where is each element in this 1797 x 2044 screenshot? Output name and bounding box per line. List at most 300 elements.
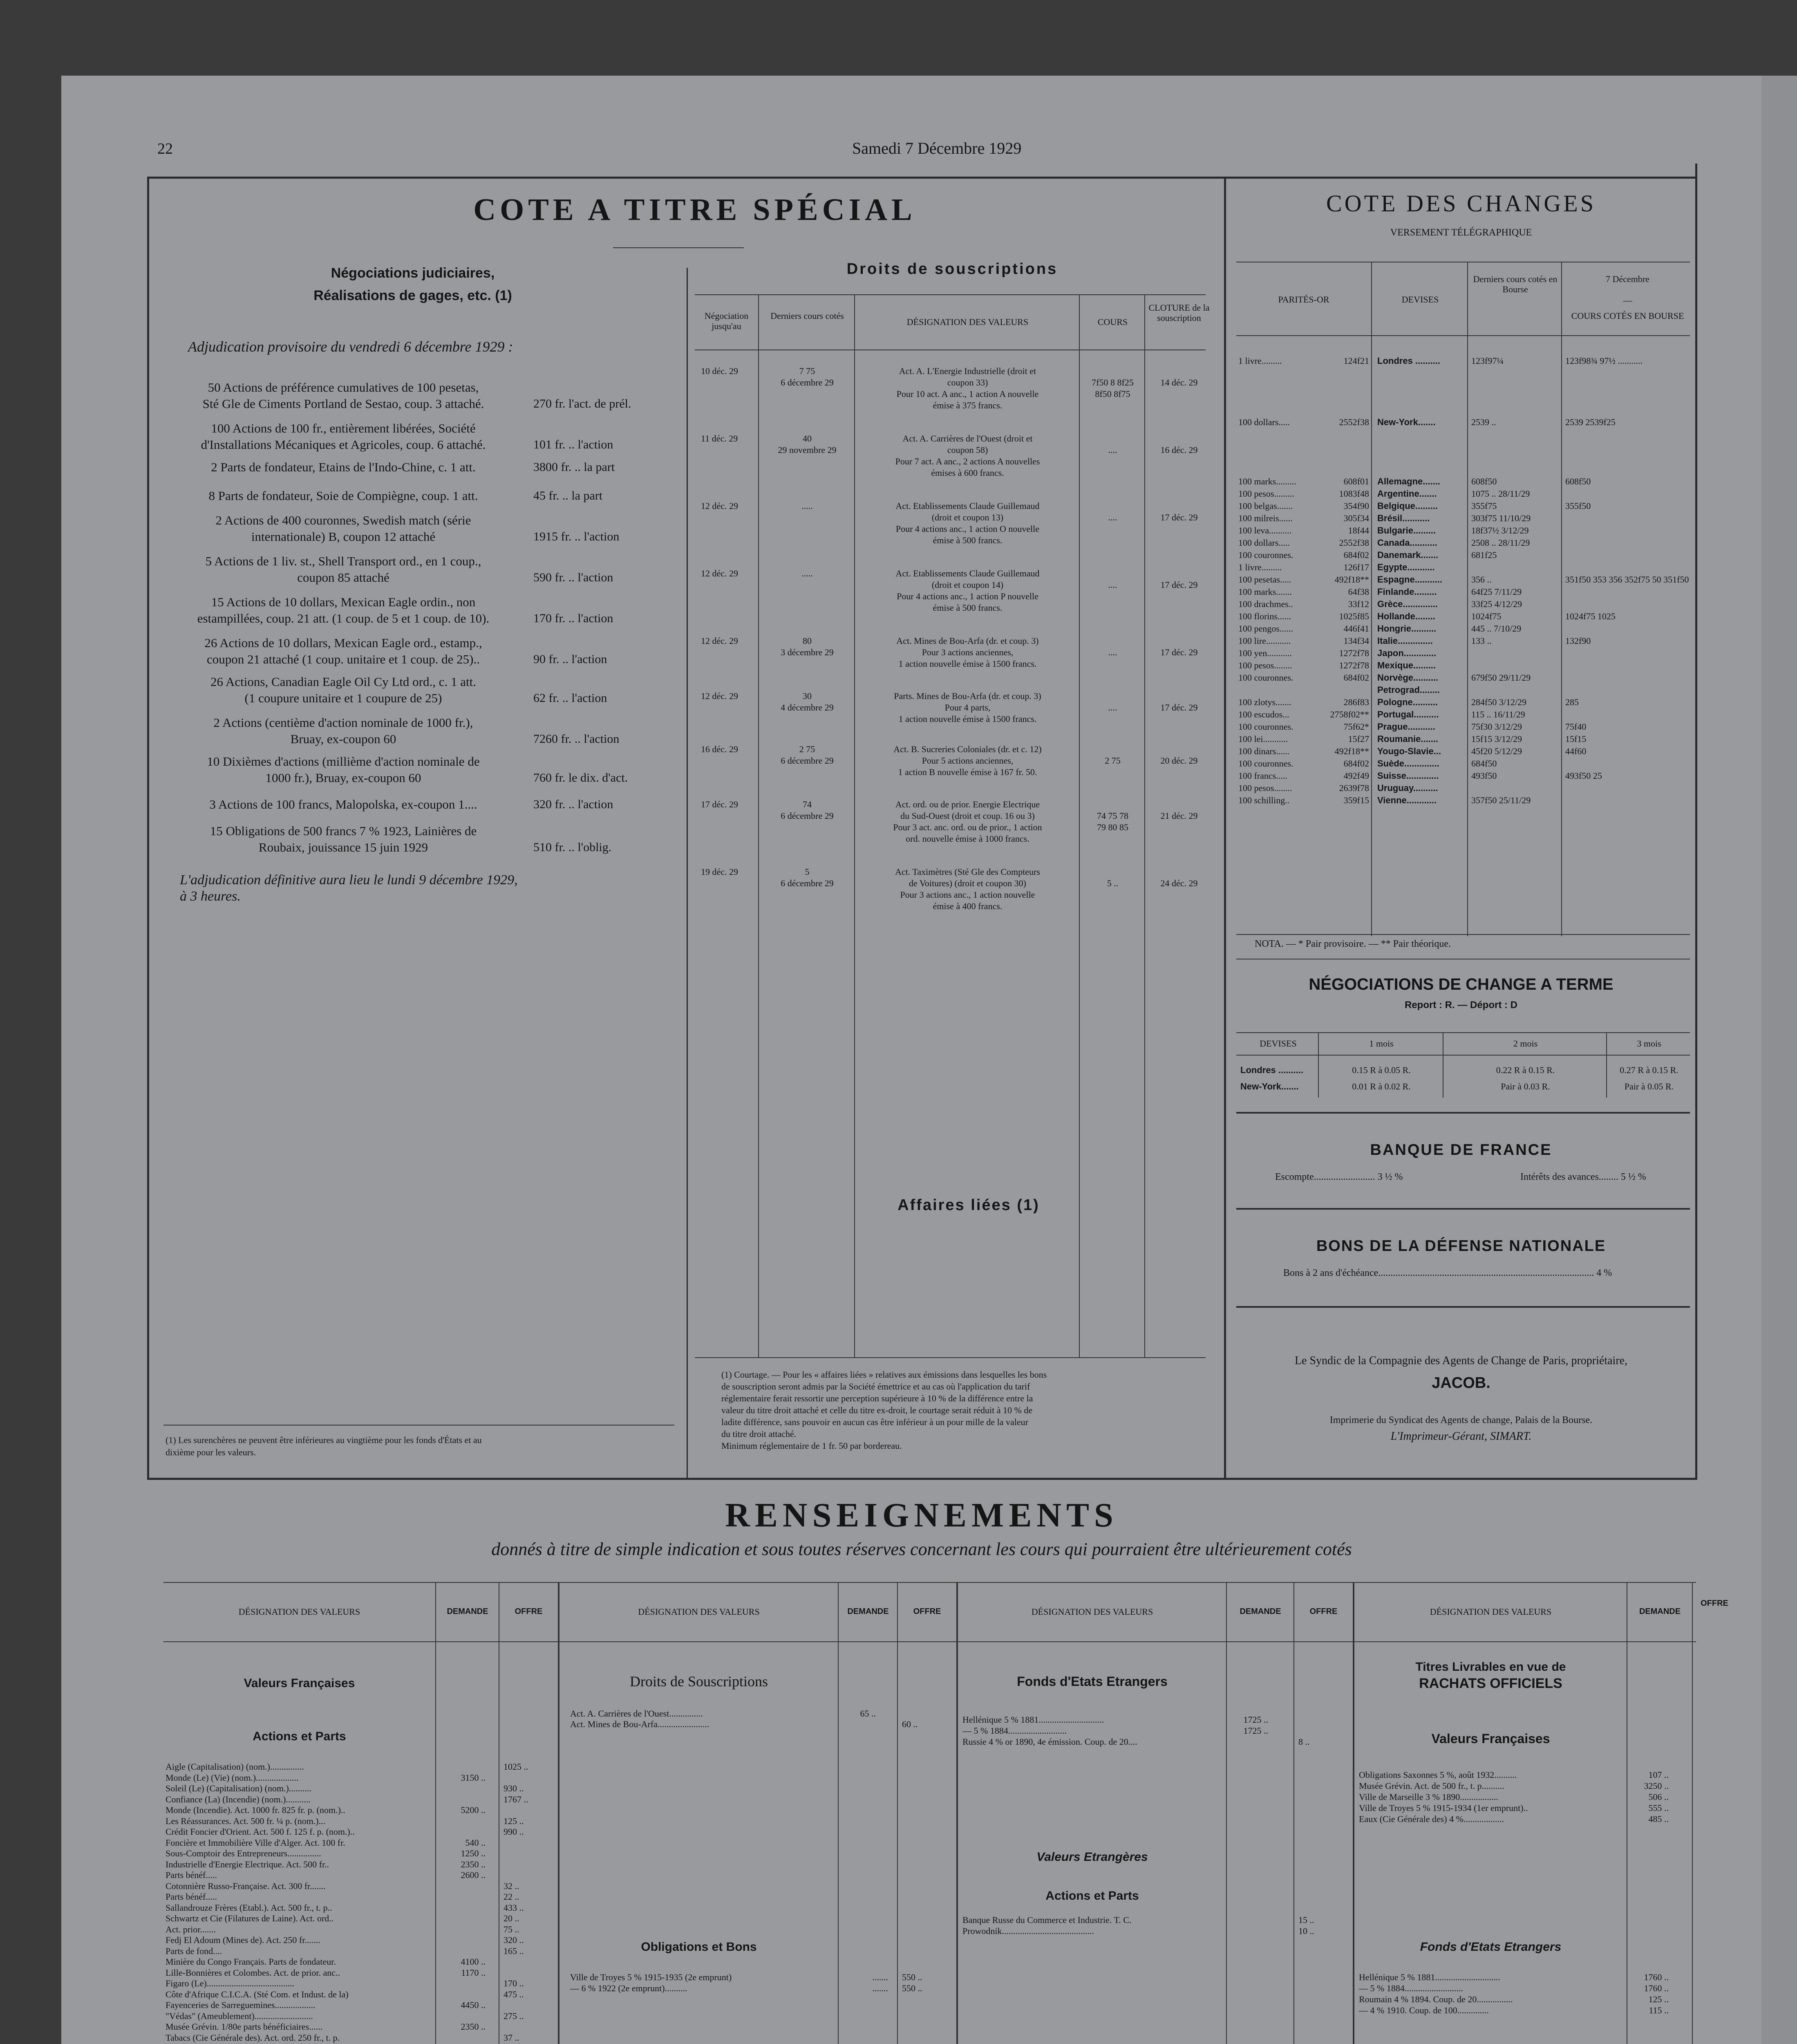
change-parite-value: 684f02 — [1343, 672, 1369, 683]
rens-row-offre: 125 .. — [504, 1815, 524, 1826]
change-devise: Suisse............. — [1377, 771, 1439, 781]
change-last: 75f30 3/12/29 — [1471, 722, 1522, 732]
change-devise: Portugal.......... — [1377, 709, 1439, 719]
next-page-edge — [1761, 76, 1797, 2044]
change-devise: Londres .......... — [1377, 356, 1441, 366]
lot-line-1: 26 Actions de 10 dollars, Mexican Eagle ord., estamp., — [204, 636, 482, 650]
bons-line: Bons à 2 ans d'échéance........................................................................................ 4 % — [1283, 1268, 1612, 1278]
droit-date: 19 déc. 29 — [701, 867, 738, 877]
c1-h2: Actions et Parts — [253, 1730, 346, 1743]
rens-row-demande: 1725 .. — [1243, 1726, 1268, 1736]
droit-cours: 2 75 — [1105, 755, 1121, 766]
change-devise: Pologne.......... — [1377, 697, 1438, 707]
change-parite-value: 1272f78 — [1339, 660, 1369, 670]
change-parite: 100 lei........... — [1238, 734, 1288, 744]
droit-date: 12 déc. 29 — [701, 568, 738, 578]
rens-row-offre: 320 .. — [504, 1935, 524, 1945]
page-number: 22 — [157, 140, 173, 157]
droit-designation: Pour 3 actions anciennes, — [922, 647, 1014, 657]
c3-h1: Fonds d'Etats Etrangers — [1017, 1674, 1168, 1689]
rens-row-offre: 165 .. — [504, 1945, 524, 1956]
change-last: 357f50 25/11/29 — [1471, 795, 1531, 805]
rens-row-demande: 2350 .. — [461, 2022, 486, 2032]
change-devise: Grèce.............. — [1377, 599, 1438, 609]
droit-cours: .... — [1108, 512, 1117, 522]
change-devise: Belgique......... — [1377, 501, 1438, 511]
rens-row-demande: 4450 .. — [461, 2000, 486, 2010]
change-today: 123f98¾ 97½ ........... — [1565, 356, 1643, 366]
c4-h3: Fonds d'Etats Etrangers — [1420, 1940, 1562, 1954]
terme-head-top — [1236, 1032, 1690, 1033]
droit-designation: Act. Mines de Bou-Arfa (dr. et coup. 3) — [896, 636, 1039, 646]
droit-designation: Pour 4 actions anc., 1 action P nouvelle — [897, 591, 1038, 601]
droit-cloture: 17 déc. 29 — [1160, 647, 1198, 657]
change-parite-value: 359f15 — [1343, 795, 1369, 805]
rens-col-head-demande: DEMANDE — [1639, 1607, 1681, 1616]
droit-cloture: 24 déc. 29 — [1160, 878, 1198, 888]
rens-row-name: Figaro (Le)....................................... — [166, 1979, 295, 1988]
top-rule — [147, 177, 1696, 179]
changes-head-date: 7 Décembre — [1606, 274, 1649, 284]
rens-row-offre: 22 .. — [504, 1892, 519, 1902]
droit-cours: 74 75 78 — [1097, 811, 1128, 821]
change-today: 285 — [1565, 697, 1579, 707]
change-today: 1024f75 1025 — [1565, 611, 1616, 621]
droit-designation: de Voitures) (droit et coupon 30) — [909, 878, 1026, 888]
droit-cloture: 20 déc. 29 — [1160, 755, 1198, 766]
droits-head-neg: Négociation jusqu'au — [704, 311, 749, 331]
change-devise: Finlande......... — [1377, 587, 1437, 597]
change-devise: Allemagne....... — [1377, 476, 1441, 486]
change-last: 64f25 7/11/29 — [1471, 587, 1522, 597]
droit-designation: émises à 600 francs. — [931, 468, 1004, 478]
neg-heading-1: Négociations judiciaires, — [331, 265, 495, 281]
droit-designation: Pour 3 act. anc. ord. ou de prior., 1 action — [893, 822, 1042, 832]
droit-designation: Pour 4 actions anc., 1 action O nouvelle — [895, 524, 1040, 534]
droit-date: 12 déc. 29 — [701, 501, 738, 511]
changes-title: COTE DES CHANGES — [1326, 190, 1596, 217]
rens-row-demande: 115 .. — [1649, 2005, 1669, 2015]
courtage-line: du titre droit attaché. — [721, 1429, 797, 1439]
change-last: 684f50 — [1471, 758, 1497, 769]
change-parite-value: 286f83 — [1343, 697, 1369, 707]
rens-col-head-designation: DÉSIGNATION DES VALEURS — [1430, 1607, 1552, 1617]
droit-designation: émise à 500 francs. — [933, 535, 1003, 545]
droits-divider — [687, 268, 688, 1478]
droit-cours: .... — [1108, 445, 1117, 455]
change-devise: Vienne............ — [1377, 795, 1437, 805]
change-last: 115 .. 16/11/29 — [1471, 709, 1525, 719]
banque-bottom-rule — [1236, 1208, 1690, 1210]
lot-price: 90 fr. .. l'action — [533, 652, 607, 666]
rens-row-demande: 3250 .. — [1644, 1781, 1669, 1791]
droit-last-cours: ..... — [801, 501, 813, 511]
change-parite: 100 pesos........ — [1238, 660, 1292, 670]
rens-row-name: Musée Grévin. Act. de 500 fr., t. p.......... — [1359, 1781, 1504, 1791]
rens-row-demande: 4100 .. — [461, 1957, 486, 1967]
syndic-name: JACOB. — [1432, 1374, 1490, 1392]
droit-last-cours: 40 — [803, 433, 812, 444]
left-frame — [147, 177, 149, 1479]
bons-bottom-rule — [1236, 1306, 1690, 1308]
change-parite: 100 belgas....... — [1238, 501, 1293, 511]
rens-col-head-designation: DÉSIGNATION DES VALEURS — [1031, 1607, 1153, 1617]
rens-row-demande: 1760 .. — [1644, 1972, 1669, 1982]
rens-row-name: — 4 % 1910. Coup. de 100.............. — [1359, 2006, 1489, 2015]
change-today: 351f50 353 356 352f75 50 351f50 — [1565, 574, 1689, 585]
droit-designation: Act. Taximètres (Sté Gle des Compteurs — [895, 867, 1040, 877]
terme-header: 2 mois — [1513, 1038, 1538, 1049]
rens-row-demande: 555 .. — [1648, 1803, 1669, 1813]
lot-line-1: 10 Dixièmes d'actions (millième d'action nominale de — [207, 754, 480, 769]
lot-line-1: 3 Actions de 100 francs, Malopolska, ex-coupon 1.... — [209, 797, 477, 811]
section-rule — [147, 1478, 1696, 1480]
lot-price: 170 fr. .. l'action — [533, 612, 613, 625]
droit-designation: Act. Etablissements Claude Guillemaud — [895, 501, 1040, 511]
rens-row-name: Roumain 4 % 1894. Coup. de 20................ — [1359, 1995, 1513, 2004]
changes-sep-3 — [1561, 262, 1562, 936]
droit-cloture: 17 déc. 29 — [1160, 512, 1198, 522]
change-parite-value: 492f18** — [1334, 574, 1369, 585]
footnote-line-2: dixième pour les valeurs. — [166, 1447, 256, 1457]
rens-row-name: Aigle (Capitalisation) (nom.)............... — [166, 1762, 304, 1772]
rens-row-name: Côte d'Afrique C.I.C.A. (Sté Com. et Indust. de la) — [166, 1989, 349, 1999]
rens-row-offre: 10 .. — [1298, 1926, 1314, 1936]
change-parite-value: 608f01 — [1343, 476, 1369, 486]
droit-designation: émise à 500 francs. — [933, 603, 1003, 613]
droit-last-cours: 3 décembre 29 — [781, 647, 834, 657]
rens-row-demande: ....... — [872, 1972, 888, 1982]
footnote-line-1: (1) Les surenchères ne peuvent être inférieures au vingtième pour les fonds d'États et au — [166, 1435, 482, 1445]
rens-row-name: — 5 % 1884.......................... — [962, 1726, 1067, 1736]
c3-h3: Actions et Parts — [1045, 1889, 1139, 1903]
rens-row-name: Confiance (La) (Incendie) (nom.)........... — [166, 1794, 311, 1804]
change-parite: 100 pengos...... — [1238, 623, 1293, 634]
changes-bottom-rule — [1236, 934, 1690, 935]
lot-line-2: 1000 fr.), Bruay, ex-coupon 60 — [265, 771, 421, 785]
title-underline — [613, 247, 744, 248]
droits-head-derniers: Derniers cours cotés — [770, 311, 844, 321]
banque-escompte: Escompte......................... 3 ½ % — [1275, 1172, 1403, 1182]
change-parite-value: 75f62* — [1343, 722, 1369, 732]
rens-row-name: Ville de Troyes 5 % 1915-1935 (2e emprunt) — [570, 1972, 732, 1982]
syndic-line-2: Imprimerie du Syndicat des Agents de change, Palais de la Bourse. — [1329, 1415, 1593, 1425]
droit-designation: 1 action nouvelle émise à 1500 francs. — [898, 714, 1037, 724]
lot-line-2: internationale) B, coupon 12 attaché — [251, 529, 436, 544]
change-devise: Yougo-Slavie... — [1377, 746, 1441, 756]
change-last: 445 .. 7/10/29 — [1471, 623, 1522, 634]
change-parite: 100 zlotys....... — [1238, 697, 1291, 707]
droit-cloture: 14 déc. 29 — [1160, 377, 1198, 388]
rens-row-name: Monde (Le) (Vie) (nom.)................... — [166, 1773, 299, 1783]
rens-head-top — [163, 1582, 1696, 1583]
rens-row-name: Musée Grévin. 1/80e parts bénéficiaires...... — [166, 2022, 323, 2032]
droit-last-cours: 29 novembre 29 — [778, 445, 837, 455]
rens-col-head-offre: OFFRE — [913, 1607, 941, 1616]
change-parite-value: 1025f85 — [1339, 611, 1369, 621]
change-parite: 100 marks......... — [1238, 476, 1296, 486]
c4-h1b: RACHATS OFFICIELS — [1419, 1676, 1562, 1691]
rens-row-name: Obligations Saxonnes 5 %, août 1932.......... — [1359, 1770, 1517, 1780]
courtage-line: de souscription seront admis par la Société émettrice et au cas où l'application du tarif — [721, 1381, 1030, 1392]
droit-date: 12 déc. 29 — [701, 691, 738, 701]
droit-designation: Act. B. Sucreries Coloniales (dr. et c. 12) — [893, 744, 1042, 754]
droit-designation: Act. A. Carrières de l'Ouest (droit et — [902, 433, 1033, 444]
changes-head-devises: DEVISES — [1401, 294, 1439, 305]
droits-head-cloture: CLOTURE de la souscription — [1148, 303, 1210, 323]
droit-last-cours: 4 décembre 29 — [781, 702, 834, 713]
rens-row-name: Sallandrouze Frères (Etabl.). Act. 500 fr., t. p.. — [166, 1903, 332, 1913]
droit-cours: 7f50 8 8f25 — [1092, 377, 1134, 388]
rens-row-offre: 990 .. — [504, 1827, 524, 1837]
rens-row-demande: 485 .. — [1648, 1814, 1669, 1824]
rens-row-name: Parts bénéf..... — [166, 1870, 217, 1880]
change-parite-value: 446f41 — [1343, 623, 1369, 634]
rens-row-demande: 125 .. — [1648, 1994, 1669, 2004]
change-last: 133 .. — [1471, 636, 1492, 646]
change-parite-value: 2552f38 — [1339, 417, 1369, 427]
rens-col-head-offre: OFFRE — [1701, 1599, 1728, 1608]
change-parite-value: 18f44 — [1348, 525, 1369, 536]
rens-row-name: Cotonnière Russo-Française. Act. 300 fr....... — [166, 1881, 326, 1891]
change-parite: 100 drachmes.. — [1238, 599, 1293, 609]
change-devise: Italie.............. — [1377, 636, 1433, 646]
rens-row-name: Sous-Comptoir des Entrepreneurs............... — [166, 1849, 321, 1858]
droit-cloture: 21 déc. 29 — [1160, 811, 1198, 821]
change-devise: Roumanie....... — [1377, 734, 1439, 744]
lot-price: 1915 fr. .. l'action — [533, 530, 620, 543]
rens-row-demande: 2600 .. — [461, 1870, 486, 1880]
lot-price: 510 fr. .. l'oblig. — [533, 840, 612, 854]
rens-row-offre: 32 .. — [504, 1880, 519, 1891]
droit-designation: Act. A. L'Energie Industrielle (droit et — [899, 366, 1036, 376]
change-parite-value: 134f34 — [1343, 636, 1369, 646]
terme-sep-1 — [1318, 1032, 1319, 1098]
change-parite-value: 305f34 — [1343, 513, 1369, 523]
droit-last-cours: 2 75 — [799, 744, 815, 754]
change-devise: Prague........... — [1377, 722, 1435, 732]
lot-line-2: Roubaix, jouissance 15 juin 1929 — [258, 840, 428, 854]
change-parite-value: 1083f48 — [1339, 489, 1369, 499]
definitive-line-2: à 3 heures. — [180, 889, 241, 904]
change-parite: 100 couronnes. — [1238, 550, 1293, 560]
changes-head-parites: PARITÉS-OR — [1278, 294, 1329, 305]
droit-designation: du Sud-Ouest (droit et coup. 16 ou 3) — [900, 811, 1035, 821]
change-parite-value: 684f02 — [1343, 758, 1369, 769]
rens-row-demande: 2350 .. — [461, 1859, 486, 1869]
change-parite-value: 492f49 — [1343, 771, 1369, 781]
rens-row-offre: 550 .. — [902, 1972, 922, 1982]
rens-head-bottom — [163, 1641, 1696, 1642]
banque-avances: Intérêts des avances........ 5 ½ % — [1520, 1172, 1646, 1182]
rens-row-name: Crédit Foncier d'Orient. Act. 500 f. 125 f. p. (nom.).. — [166, 1827, 355, 1837]
change-parite-value: 15f27 — [1348, 734, 1369, 744]
rens-row-offre: 550 .. — [902, 1983, 922, 1993]
c2-h2: Obligations et Bons — [641, 1940, 757, 1954]
terme-devise: Londres .......... — [1240, 1065, 1304, 1075]
change-parite-value: 64f38 — [1348, 587, 1369, 597]
courtage-line: réglementaire ferait ressortir une perception supérieure à 10 % de la différence entre la — [721, 1393, 1033, 1403]
change-last: 18f37½ 3/12/29 — [1471, 525, 1529, 536]
droit-last-cours: 30 — [803, 691, 812, 701]
lot-price: 3800 fr. .. la part — [533, 460, 615, 474]
droits-col-sep-1 — [758, 294, 759, 1357]
rens-row-name: Soleil (Le) (Capitalisation) (nom.).......... — [166, 1784, 311, 1793]
courtage-line: ladite différence, sans pouvoir en aucun cas être inférieur à un pour mille de la valeur — [721, 1417, 1028, 1427]
droit-last-cours: 74 — [803, 799, 812, 809]
rens-row-name: Eaux (Cie Générale des) 4 %.................. — [1359, 1814, 1504, 1824]
lot-price: 760 fr. le dix. d'act. — [533, 771, 628, 784]
droits-bottom-rule — [695, 1357, 1206, 1358]
lot-line-1: 2 Parts de fondateur, Etains de l'Indo-Chine, c. 1 att. — [211, 460, 476, 474]
rens-row-demande: 540 .. — [465, 1837, 486, 1848]
rens-col-head-offre: OFFRE — [515, 1607, 543, 1616]
droit-designation: Pour 3 actions anc., 1 action nouvelle — [900, 890, 1035, 900]
droit-designation: ord. nouvelle émise à 1000 francs. — [906, 834, 1029, 844]
change-devise: Canada........... — [1377, 538, 1437, 548]
change-today: 493f50 25 — [1565, 771, 1602, 781]
rens-col-head-designation: DÉSIGNATION DES VALEURS — [638, 1607, 760, 1617]
change-last: 33f25 4/12/29 — [1471, 599, 1522, 609]
change-parite-value: 354f90 — [1343, 501, 1369, 511]
change-parite: 100 marks....... — [1238, 587, 1292, 597]
terme-2m: Pair à 0.03 R. — [1501, 1081, 1550, 1091]
change-devise: Suède.............. — [1377, 758, 1439, 769]
rens-row-offre: 8 .. — [1298, 1737, 1310, 1747]
rens-row-name: Les Réassurances. Act. 500 fr. ¼ p. (nom.)... — [166, 1816, 326, 1826]
droit-last-cours: ..... — [801, 568, 813, 578]
terme-subtitle: Report : R. — Déport : D — [1405, 1000, 1517, 1011]
rens-row-offre: 20 .. — [504, 1913, 519, 1923]
lot-line-1: 2 Actions (centième d'action nominale de 1000 fr.), — [213, 715, 473, 730]
droit-designation: coupon 58) — [947, 445, 988, 455]
droit-cloture: 17 déc. 29 — [1160, 580, 1198, 590]
droit-designation: Pour 7 act. A anc., 2 actions A nouvelles — [895, 456, 1040, 466]
lot-price: 270 fr. l'act. de prél. — [533, 397, 631, 410]
rens-sep-4b — [1692, 1582, 1693, 2044]
change-devise: Norvège.......... — [1377, 672, 1439, 683]
change-parite-value: 684f02 — [1343, 550, 1369, 560]
lot-line-1: 100 Actions de 100 fr., entièrement libérées, Société — [211, 421, 476, 435]
rens-row-name: Parts bénéf..... — [166, 1892, 217, 1902]
rens-row-name: Hellénique 5 % 1881............................. — [1359, 1972, 1500, 1982]
rens-row-name: Monde (Incendie). Act. 1000 fr. 825 fr. p. (nom.).. — [166, 1805, 345, 1815]
change-parite: 100 schilling.. — [1238, 795, 1290, 805]
lot-line-2: d'Installations Mécaniques et Agricoles, coup. 6 attaché. — [201, 437, 486, 452]
rens-row-demande: 5200 .. — [461, 1805, 486, 1815]
droit-designation: 1 action nouvelle émise à 1500 francs. — [898, 659, 1037, 669]
droits-head-designation: DÉSIGNATION DES VALEURS — [906, 317, 1029, 327]
droits-col-sep-4 — [1144, 294, 1145, 1357]
rens-row-offre: 37 .. — [504, 2032, 519, 2043]
droit-designation: 1 action B nouvelle émise à 167 fr. 50. — [898, 767, 1037, 777]
rens-row-name: Hellénique 5 % 1881............................. — [962, 1715, 1104, 1725]
rens-row-demande: 1760 .. — [1644, 1983, 1669, 1993]
change-last: 679f50 29/11/29 — [1471, 672, 1531, 683]
change-last: 2539 .. — [1471, 417, 1496, 427]
rens-row-offre: 275 .. — [504, 2010, 524, 2021]
droit-last-cours: 6 décembre 29 — [781, 811, 834, 821]
c1-h1: Valeurs Françaises — [244, 1676, 355, 1690]
droit-cloture: 17 déc. 29 — [1160, 702, 1198, 713]
lot-line-2: Bruay, ex-coupon 60 — [290, 732, 396, 746]
rens-row-name: Foncière et Immobilière Ville d'Alger. Act. 100 fr. — [166, 1838, 345, 1848]
rens-row-name: — 6 % 1922 (2e emprunt).......... — [570, 1983, 687, 1993]
rens-row-offre: 15 .. — [1298, 1915, 1314, 1925]
rens-row-offre: 60 .. — [902, 1719, 918, 1729]
droit-designation: Parts. Mines de Bou-Arfa (dr. et coup. 3) — [894, 691, 1041, 701]
rens-row-name: Tabacs (Cie Générale des). Act. ord. 250 fr., t. p. — [166, 2033, 340, 2043]
droits-title: Droits de souscriptions — [846, 260, 1058, 278]
changes-head-bottom — [1236, 335, 1690, 336]
changes-sep-1 — [1371, 262, 1372, 936]
droit-date: 11 déc. 29 — [701, 433, 738, 444]
change-parite: 100 couronnes. — [1238, 672, 1293, 683]
rens-row-name: "Védas" (Ameublement).......................... — [166, 2011, 313, 2021]
changes-head-derniers: Derniers cours cotés en Bourse — [1473, 274, 1558, 294]
rens-row-name: Fayenceries de Sarreguemines.................. — [166, 2000, 316, 2010]
change-last: 123f97¼ — [1471, 356, 1504, 366]
droit-last-cours: 6 décembre 29 — [781, 755, 834, 766]
rens-col-head-demande: DEMANDE — [1240, 1607, 1281, 1616]
terme-bottom-rule — [1236, 1112, 1690, 1114]
rens-sep-col2 — [558, 1582, 559, 2044]
terme-sep-3 — [1606, 1032, 1607, 1098]
lot-line-2: coupon 21 attaché (1 coup. unitaire et 1 coup. de 25).. — [207, 652, 480, 666]
rens-row-name: Prowodnik......................................... — [962, 1926, 1094, 1936]
change-parite: 100 lire........... — [1238, 636, 1291, 646]
changes-head-cours: COURS COTÉS EN BOURSE — [1571, 311, 1684, 321]
change-parite: 100 dinars...... — [1238, 746, 1290, 756]
rens-row-demande: 1250 .. — [461, 1848, 486, 1858]
droits-header-top — [695, 294, 1206, 295]
droit-designation: émise à 375 francs. — [933, 400, 1003, 410]
rens-row-demande: 1170 .. — [461, 1967, 486, 1978]
change-last: 284f50 3/12/29 — [1471, 697, 1527, 707]
rens-row-name: Parts de fond.... — [166, 1946, 222, 1956]
rens-sep-1a — [435, 1582, 436, 2044]
change-parite: 100 yen........... — [1238, 648, 1292, 658]
droit-date: 16 déc. 29 — [701, 744, 738, 754]
change-parite: 100 pesos......... — [1238, 489, 1294, 499]
change-parite-value: 2552f38 — [1339, 538, 1369, 548]
change-parite: 100 dollars..... — [1238, 538, 1290, 548]
droit-last-cours: 80 — [803, 636, 812, 646]
courtage-line: Minimum réglementaire de 1 fr. 50 par bordereau. — [721, 1441, 902, 1451]
terme-3m: 0.27 R à 0.15 R. — [1620, 1065, 1678, 1075]
terme-head-bottom — [1236, 1055, 1690, 1056]
change-last: 1024f75 — [1471, 611, 1502, 621]
rens-sep-2a — [838, 1582, 839, 2044]
rens-sep-3a — [1226, 1582, 1227, 2044]
change-devise: Petrograd........ — [1377, 685, 1440, 695]
change-devise: Brésil........... — [1377, 513, 1430, 523]
droit-last-cours: 7 75 — [799, 366, 815, 376]
droit-designation: (droit et coupon 14) — [931, 580, 1004, 590]
rens-row-name: Ville de Marseille 3 % 1890................. — [1359, 1792, 1498, 1802]
terme-header: 3 mois — [1637, 1038, 1661, 1049]
change-devise: Japon............. — [1377, 648, 1437, 658]
lot-line-1: 50 Actions de préférence cumulatives de 100 pesetas, — [208, 380, 479, 394]
affaires-liees: Affaires liées (1) — [897, 1197, 1040, 1214]
change-parite: 100 pesetas..... — [1238, 574, 1291, 585]
lot-line-1: 26 Actions, Canadian Eagle Oil Cy Ltd ord., c. 1 att. — [210, 675, 477, 689]
change-today: 15f15 — [1565, 734, 1587, 744]
rens-row-name: — 5 % 1884.......................... — [1359, 1983, 1463, 1993]
rens-col-head-designation: DÉSIGNATION DES VALEURS — [238, 1607, 360, 1617]
rens-row-name: Fedj El Adoum (Mines de). Act. 250 fr....... — [166, 1935, 320, 1945]
droit-designation: Act. ord. ou de prior. Energie Electrique — [895, 799, 1040, 809]
